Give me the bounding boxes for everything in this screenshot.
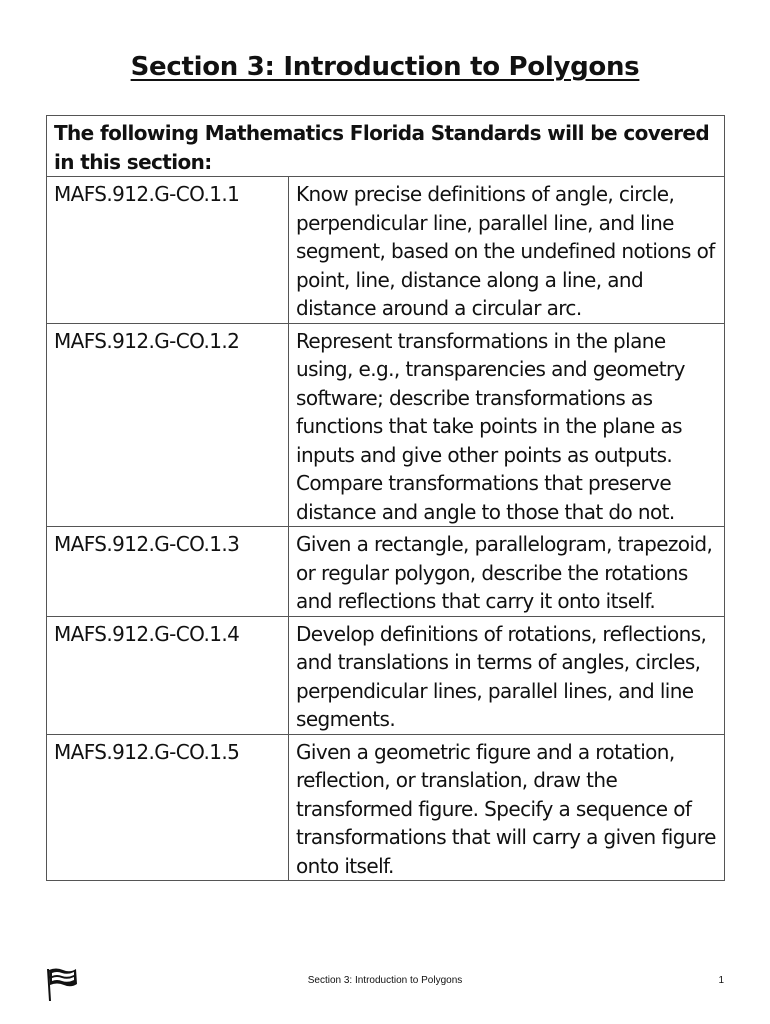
table-row [47, 527, 725, 617]
page-number: 1 [718, 975, 724, 986]
standard-description: Develop definitions of rotations, reflections, and translations in terms of angles, circles, perpendicular lines, parallel lines, and line segments. [289, 616, 725, 734]
standards-table [46, 115, 725, 881]
footer-section-title: Section 3: Introduction to Polygons [307, 975, 463, 986]
table-header: The following Mathematics Florida Standards will be covered in this section: [47, 116, 725, 177]
page-title: Section 3: Introduction to Polygons [130, 52, 640, 82]
table-row [47, 734, 725, 881]
table-row [47, 177, 725, 324]
standard-code: MAFS.912.G-CO.1.4 [47, 616, 289, 734]
standard-code: MAFS.912.G-CO.1.5 [47, 734, 289, 881]
standard-description: Know precise definitions of angle, circle, perpendicular line, parallel line, and line segment, based on the undefined notions of point, line, distance along a line, and distance around a circular arc. [289, 177, 725, 324]
standard-code: MAFS.912.G-CO.1.2 [47, 323, 289, 527]
standard-description: Given a geometric figure and a rotation, reflection, or translation, draw the transformed figure. Specify a sequence of transformations that will carry a given figure onto itself. [289, 734, 725, 881]
table-row [47, 323, 725, 527]
standard-code: MAFS.912.G-CO.1.3 [47, 527, 289, 617]
page-footer [0, 966, 770, 1006]
standard-description: Represent transformations in the plane using, e.g., transparencies and geometry software; describe transformations as functions that take points in the plane as inputs and give other points as outputs. Compare transformations that preserve distance and angle to those that do not. [289, 323, 725, 527]
table-header-row [47, 116, 725, 177]
standard-code: MAFS.912.G-CO.1.1 [47, 177, 289, 324]
table-row [47, 616, 725, 734]
standard-description: Given a rectangle, parallelogram, trapezoid, or regular polygon, describe the rotations and reflections that carry it onto itself. [289, 527, 725, 617]
